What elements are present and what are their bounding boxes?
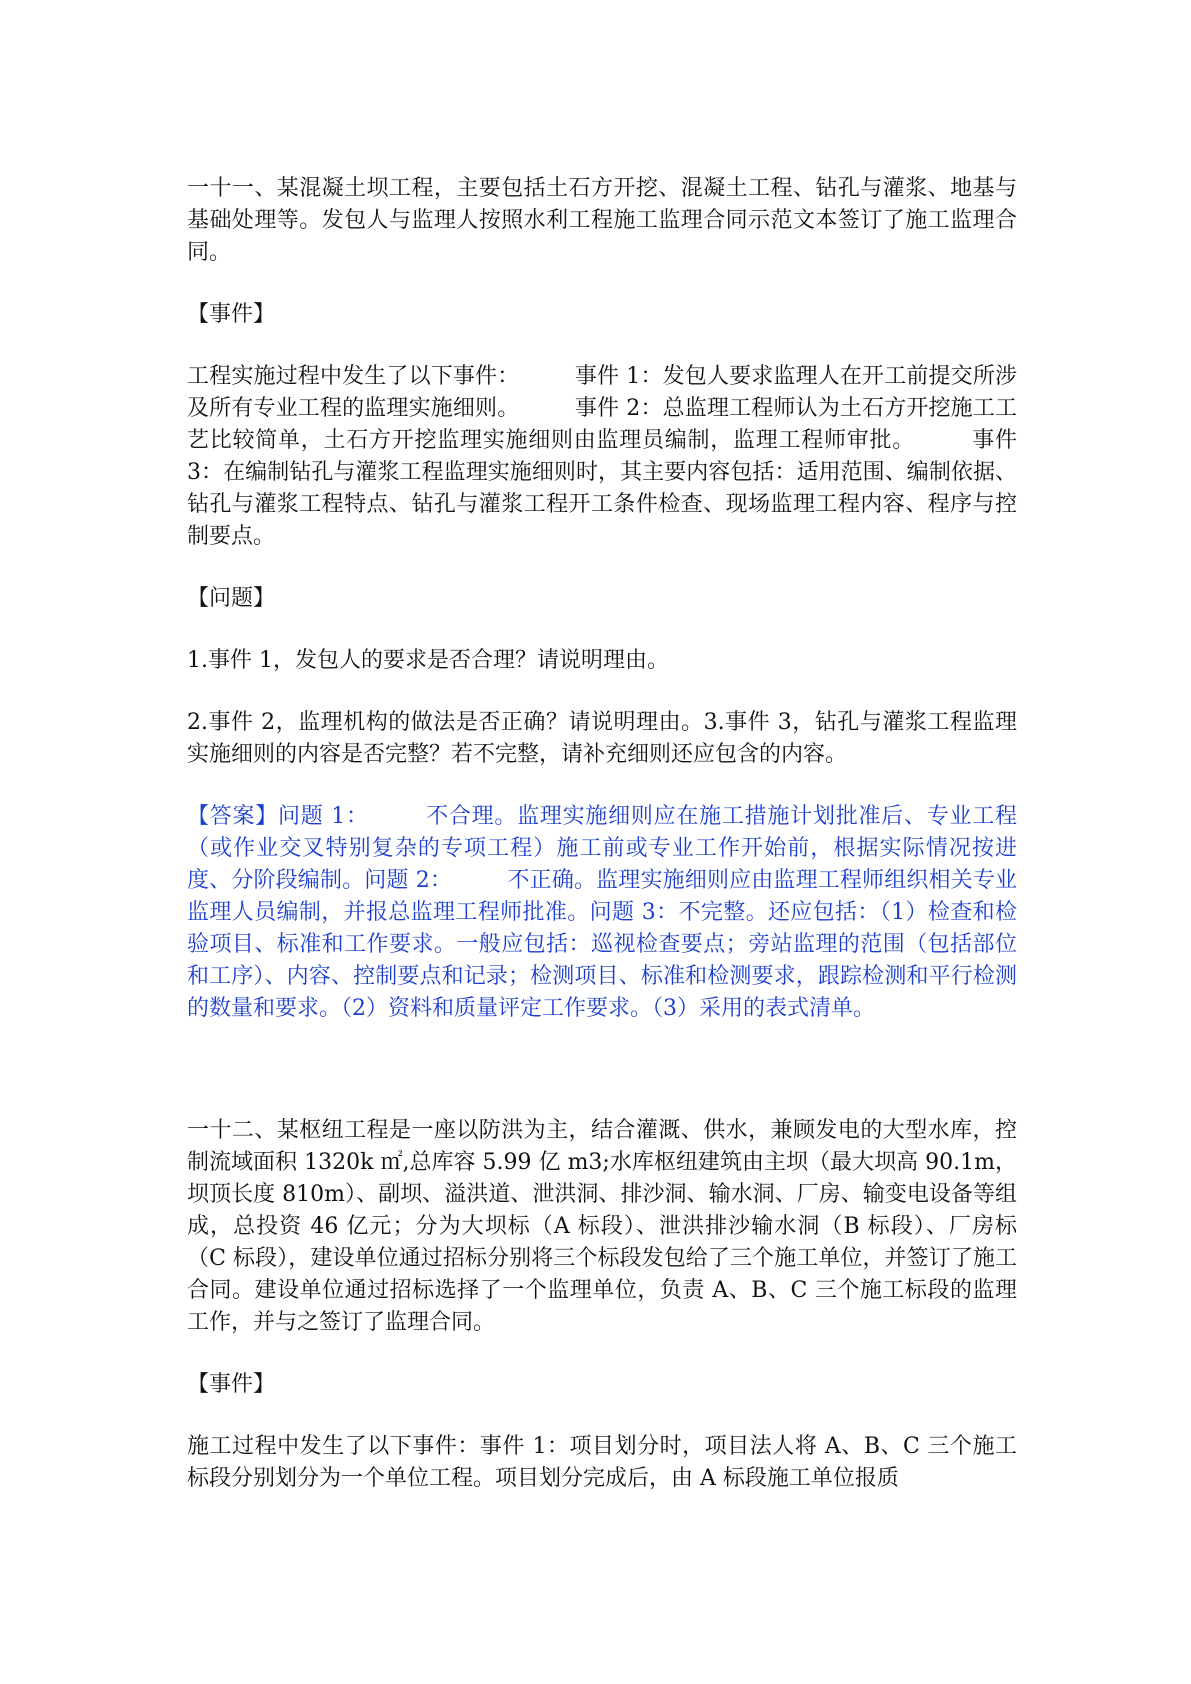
q11-answer: 【答案】问题 1： 不合理。监理实施细则应在施工措施计划批准后、专业工程（或作业交叉特别复杂的专项工程）施工前或专业工作开始前，根据实际情况按进度、分阶段编制。问题 2： 不正确。监理实施细则应由监理工程师组织相关专业监理人员编制，并报总监理工程师批准。问题 3：不完整。还应包括：（1）检查和检验项目、标准和工作要求。一般应包括：巡视检查要点；旁站监理的范围（包括部位和工序）、内容、控制要点和记录；检测项目、标准和检测要求，跟踪检测和平行检测的数量和要求。（2）资料和质量评定工作要求。（3）采用的表式清单。: [187, 804, 1017, 1021]
q12-events: 施工过程中发生了以下事件：事件 1：项目划分时，项目法人将 A、B、C 三个施工标段分别划分为一个单位工程。项目划分完成后，由 A 标段施工单位报质: [187, 1434, 1017, 1491]
q11-events: 工程实施过程中发生了以下事件： 事件 1：发包人要求监理人在开工前提交所涉及所有专业工程的监理实施细则。 事件 2：总监理工程师认为土石方开挖施工工艺比较简单，土石方开挖监理实施细则由监理员编制，监理工程师审批。 事件 3：在编制钻孔与灌浆工程监理实施细则时，其主要内容包括：适用范围、编制依据、钻孔与灌浆工程特点、钻孔与灌浆工程开工条件检查、现场监理工程内容、程序与控制要点。: [187, 364, 1017, 549]
q11-question-1: 1.事件 1，发包人的要求是否合理？请说明理由。: [187, 648, 669, 673]
q11-question-2-3: 2.事件 2，监理机构的做法是否正确？请说明理由。3.事件 3，钻孔与灌浆工程监理实施细则的内容是否完整？若不完整，请补充细则还应包含的内容。: [187, 710, 1017, 767]
q11-events-heading: 【事件】: [187, 302, 276, 327]
document-page: [187, 173, 1017, 1495]
q11-intro: 一十一、某混凝土坝工程，主要包括土石方开挖、混凝土工程、钻孔与灌浆、地基与基础处理等。发包人与监理人按照水利工程施工监理合同示范文本签订了施工监理合同。: [187, 176, 1017, 265]
q11-questions-heading: 【问题】: [187, 586, 276, 611]
q12-intro: 一十二、某枢纽工程是一座以防洪为主，结合灌溉、供水，兼顾发电的大型水库，控制流域面积 1320k ㎡,总库容 5.99 亿 m3;水库枢纽建筑由主坝（最大坝高 90.1m，坝顶长度 810m）、副坝、溢洪道、泄洪洞、排沙洞、输水洞、厂房、输变电设备等组成，总投资 46 亿元；分为大坝标（A 标段）、泄洪排沙输水洞（B 标段）、厂房标（C 标段），建设单位通过招标分别将三个标段发包给了三个施工单位，并签订了施工合同。建设单位通过招标选择了一个监理单位，负责 A、B、C 三个施工标段的监理工作，并与之签订了监理合同。: [187, 1118, 1017, 1335]
q12-events-heading: 【事件】: [187, 1372, 276, 1397]
